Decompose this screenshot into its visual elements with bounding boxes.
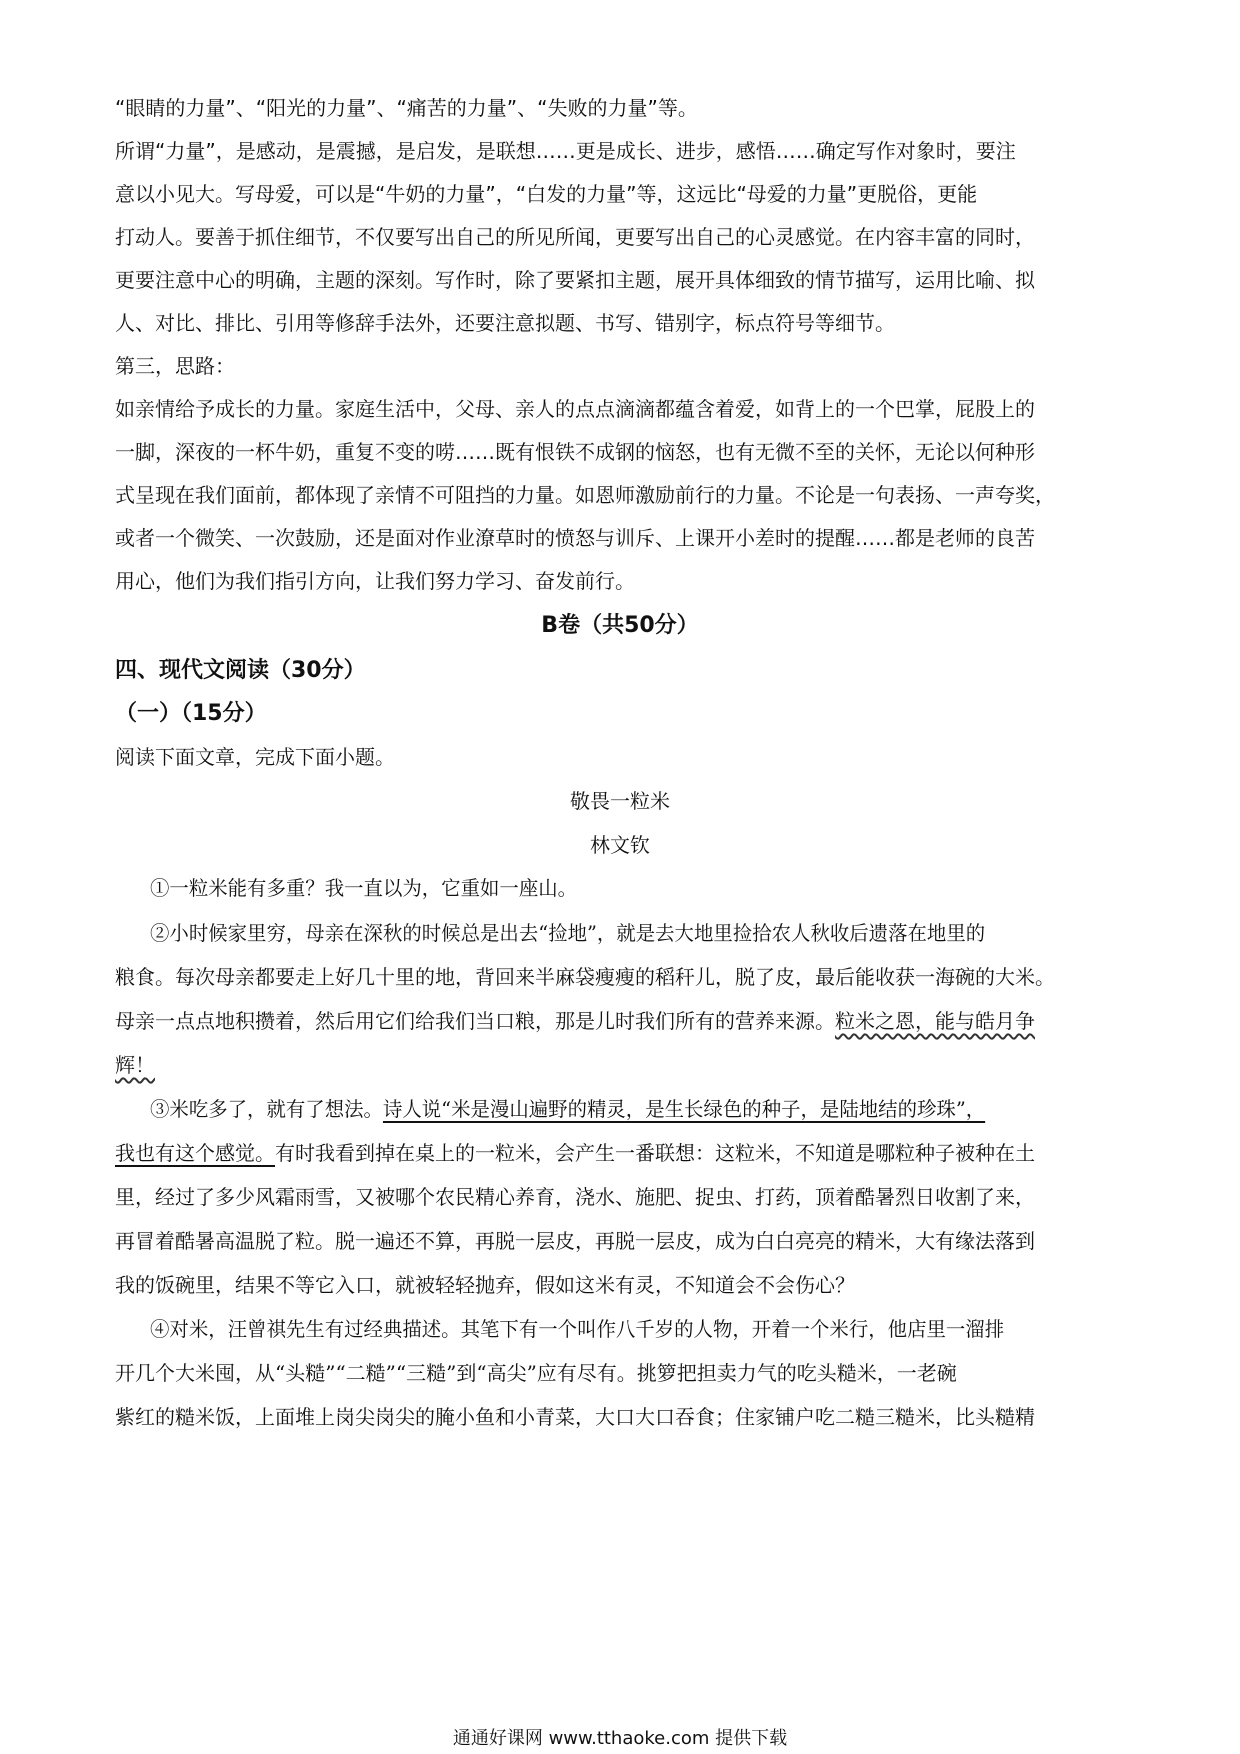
article-text: ③米吃多了，就有了想法。 [150, 1097, 383, 1121]
article-text: 有时我看到掉在桌上的一粒米，会产生一番联想：这粒米，不知道是哪粒种子被种在土 [275, 1141, 1035, 1165]
article-line [115, 1138, 1135, 1168]
article-line [115, 1050, 1135, 1080]
paragraph-line: 一脚，深夜的一杯牛奶，重复不变的唠……既有恨铁不成钢的恼怒，也有无微不至的关怀，无论以何种形 [115, 440, 1035, 464]
subsection-heading: （一）（15分） [115, 701, 267, 726]
page-footer: 通通好课网 www.tthaoke.com 提供下载 [452, 1728, 788, 1749]
paragraph-line: 人、对比、排比、引用等修辞手法外，还要注意拟题、书写、错别字，标点符号等细节。 [115, 311, 895, 335]
article-line: 紫红的糙米饭，上面堆上岗尖岗尖的腌小鱼和小青菜，大口大口吞食；住家铺户吃二糙三糙米，比头糙精 [115, 1405, 1035, 1429]
article-line: 开几个大米囤，从“头糙”“二糙”“三糙”到“高尖”应有尽有。挑箩把担卖力气的吃头糙米，一老碗 [115, 1361, 957, 1385]
article-title: 敬畏一粒米 [570, 789, 670, 813]
paragraph-line: 或者一个微笑、一次鼓励，还是面对作业潦草时的愤怒与训斥、上课开小差时的提醒……都是老师的良苦 [115, 526, 1035, 550]
wavy-underlined-sentence: 粒米之恩，能与皓月争 [835, 1009, 1035, 1033]
article-line: 我的饭碗里，结果不等它入口，就被轻轻抛弃，假如这米有灵，不知道会不会伤心？ [115, 1273, 855, 1297]
article-line [115, 1006, 1135, 1036]
article-author: 林文钦 [590, 833, 650, 857]
article-paragraph-1: ①一粒米能有多重？我一直以为，它重如一座山。 [150, 876, 578, 900]
section-4-heading: 四、现代文阅读（30分） [115, 658, 366, 683]
section-b-title: B卷（共50分） [541, 613, 699, 638]
paragraph-line: 意以小见大。写母爱，可以是“牛奶的力量”，“白发的力量”等，这远比“母爱的力量”更脱俗，更能 [115, 182, 978, 206]
paragraph-line: 用心，他们为我们指引方向，让我们努力学习、奋发前行。 [115, 569, 635, 593]
article-paragraph-3 [150, 1094, 1140, 1124]
paragraph-line: 式呈现在我们面前，都体现了亲情不可阻挡的力量。如恩师激励前行的力量。不论是一句表扬、一声夸奖， [115, 483, 1055, 507]
article-line: 粮食。每次母亲都要走上好几十里的地，背回来半麻袋瘦瘦的稻秆儿，脱了皮，最后能收获一海碗的大米。 [115, 965, 1055, 989]
paragraph-line: 更要注意中心的明确，主题的深刻。写作时，除了要紧扣主题，展开具体细致的情节描写，运用比喻、拟 [115, 268, 1035, 292]
wavy-underlined-sentence: 辉！ [115, 1053, 155, 1077]
article-line: 再冒着酷暑高温脱了粒。脱一遍还不算，再脱一层皮，再脱一层皮，成为白白亮亮的精米，大有缘法落到 [115, 1229, 1035, 1253]
article-paragraph-4: ④对米，汪曾祺先生有过经典描述。其笔下有一个叫作八千岁的人物，开着一个米行，他店里一溜排 [150, 1317, 1005, 1341]
underlined-sentence: 诗人说“米是漫山遍野的精灵，是生长绿色的种子，是陆地结的珍珠”， [382, 1097, 986, 1121]
instruction-text: 阅读下面文章，完成下面小题。 [115, 745, 395, 769]
paragraph-line: 打动人。要善于抓住细节，不仅要写出自己的所见所闻，更要写出自己的心灵感觉。在内容丰富的同时， [115, 225, 1035, 249]
paragraph-line: 所谓“力量”，是感动，是震撼，是启发，是联想……更是成长、进步，感悟……确定写作对象时，要注 [115, 139, 1016, 163]
paragraph-line: “眼睛的力量”、“阳光的力量”、“痛苦的力量”、“失败的力量”等。 [115, 96, 698, 120]
paragraph-line: 如亲情给予成长的力量。家庭生活中，父母、亲人的点点滴滴都蕴含着爱，如背上的一个巴掌，屁股上的 [115, 397, 1035, 421]
paragraph-heading: 第三，思路： [115, 354, 235, 378]
article-paragraph-2: ②小时候家里穷，母亲在深秋的时候总是出去“捡地”，就是去大地里捡拾农人秋收后遗落在地里的 [150, 921, 986, 945]
article-line: 里，经过了多少风霜雨雪，又被哪个农民精心养育，浇水、施肥、捉虫、打药，顶着酷暑烈日收割了来， [115, 1185, 1035, 1209]
article-text: 母亲一点点地积攒着，然后用它们给我们当口粮，那是儿时我们所有的营养来源。 [115, 1009, 835, 1033]
underlined-sentence: 我也有这个感觉。 [115, 1141, 275, 1165]
